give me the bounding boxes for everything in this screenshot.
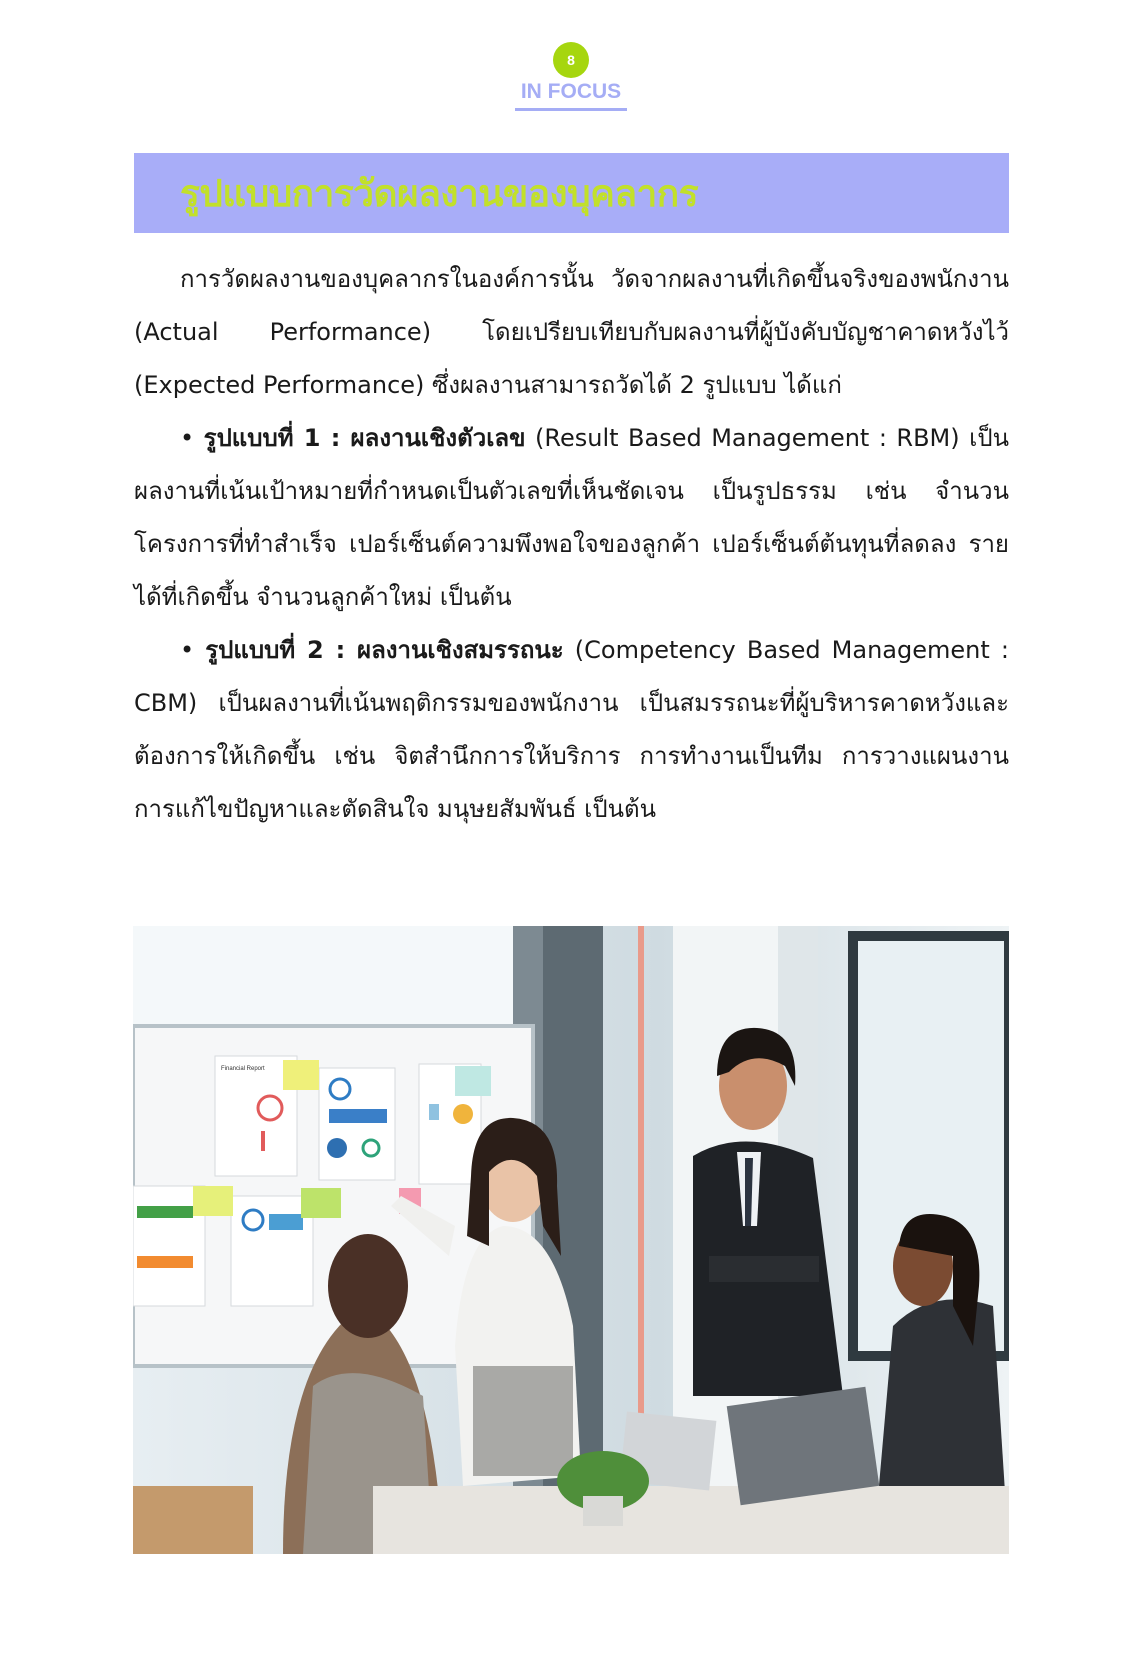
bullet-label: รูปแบบที่ 2 : ผลงานเชิงสมรรถนะ bbox=[205, 636, 564, 664]
bullet-text: (Competency Based Management : CBM) เป็นผลงานที่เน้นพฤติกรรมของพนักงาน เป็นสมรรถนะที่ผู้บริหารคาดหวังและต้องการให้เกิดขึ้น เช่น จิตสำนึกการให้บริการ การทำงานเป็นทีม การวางแผนงาน การแก้ไขปัญหาและตัดสินใจ มนุษยสัมพันธ์ เป็นต้น bbox=[134, 636, 1009, 823]
bullet-item-cbm bbox=[134, 624, 1009, 836]
section-label bbox=[0, 80, 1142, 111]
intro-paragraph: การวัดผลงานของบุคลากรในองค์การนั้น วัดจากผลงานที่เกิดขึ้นจริงของพนักงาน (Actual Performance) โดยเปรียบเทียบกับผลงานที่ผู้บังคับบัญชาคาดหวังไว้ (Expected Performance) ซึ่งผลงานสามารถวัดได้ 2 รูปแบบ ได้แก่ bbox=[134, 265, 1009, 399]
bullet-label: รูปแบบที่ 1 : ผลงานเชิงตัวเลข bbox=[203, 424, 526, 452]
photo-illustration bbox=[133, 926, 1009, 1554]
article-body bbox=[134, 253, 1009, 836]
bullet-marker: • bbox=[180, 424, 195, 452]
bullet-text: (Result Based Management : RBM) เป็นผลงานที่เน้นเป้าหมายที่กำหนดเป็นตัวเลขที่เห็นชัดเจน เป็นรูปธรรม เช่น จำนวนโครงการที่ทำสำเร็จ เปอร์เซ็นต์ความพึงพอใจของลูกค้า เปอร์เซ็นต์ต้นทุนที่ลดลง รายได้ที่เกิดขึ้น จำนวนลูกค้าใหม่ เป็นต้น bbox=[134, 424, 1009, 611]
title-band bbox=[134, 153, 1009, 233]
whiteboard-note: Financial Report bbox=[221, 1066, 265, 1072]
page-title: รูปแบบการวัดผลงานของบุคลากร bbox=[180, 171, 699, 215]
page-number-badge: 8 bbox=[553, 42, 589, 78]
section-label-text: IN FOCUS bbox=[515, 80, 627, 111]
office-meeting-photo bbox=[133, 926, 1009, 1554]
bullet-item-rbm bbox=[134, 412, 1009, 624]
bullet-marker: • bbox=[180, 636, 195, 664]
